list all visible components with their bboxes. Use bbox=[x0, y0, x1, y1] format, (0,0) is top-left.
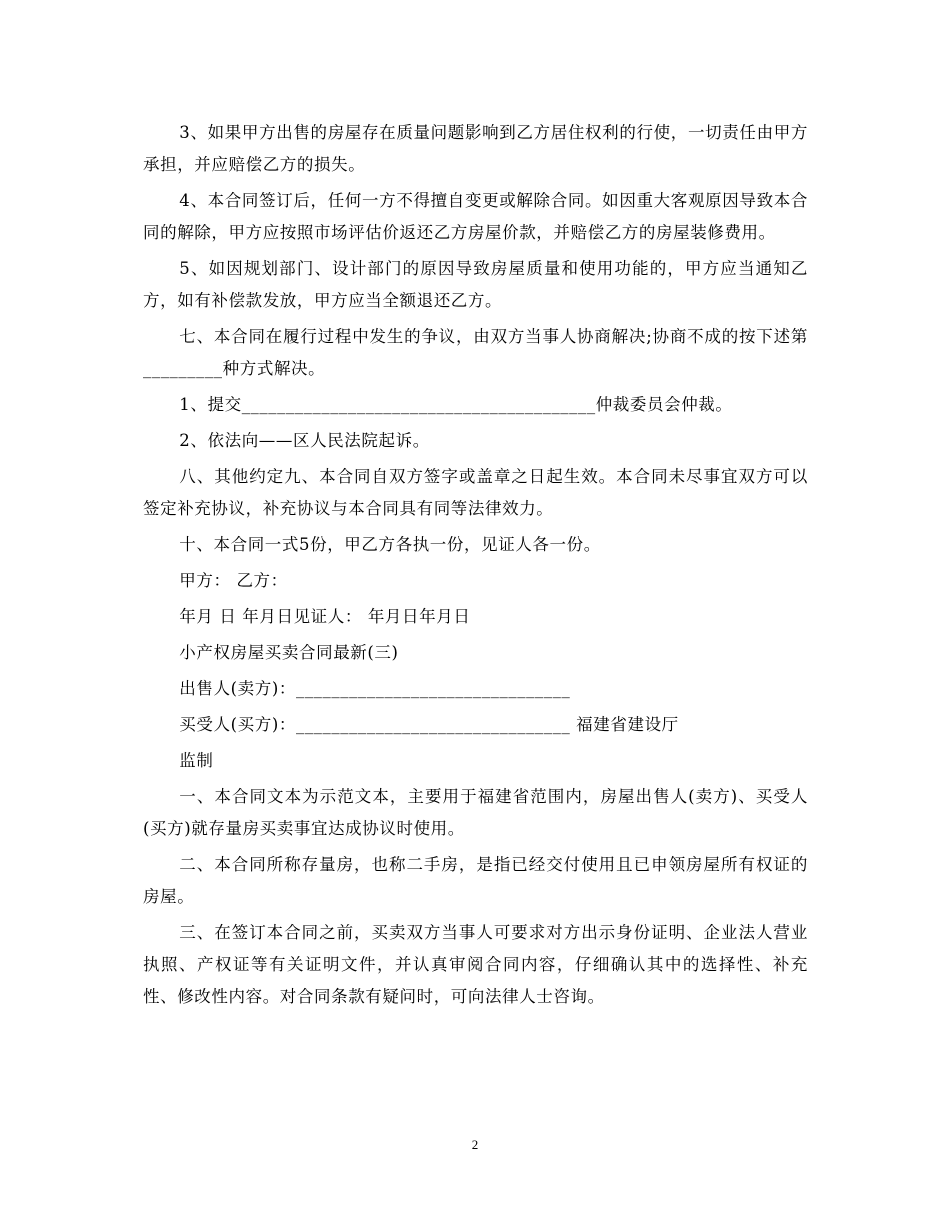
supervision-line: 监制 bbox=[179, 751, 214, 770]
clause-5-paragraph: 5、如因规划部门、设计部门的原因导致房屋质量和使用功能的，甲方应当通知乙方，如有补偿款发放，甲方应当全额退还乙方。 bbox=[143, 259, 808, 310]
note-two-paragraph: 二、本合同所称存量房，也称二手房，是指已经交付使用且已申领房屋所有权证的房屋。 bbox=[143, 855, 808, 906]
note-one-paragraph: 一、本合同文本为示范文本，主要用于福建省范围内，房屋出售人(卖方)、买受人(买方)就存量房买卖事宜达成协议时使用。 bbox=[143, 787, 808, 838]
arbitration-option-paragraph: 1、提交________________________________________仲裁委员会仲裁。 bbox=[179, 395, 733, 414]
page-number: 2 bbox=[471, 1137, 479, 1152]
court-option-paragraph: 2、依法向——区人民法院起诉。 bbox=[179, 431, 430, 450]
date-witness-line: 年月 日 年月日见证人： 年月日年月日 bbox=[179, 607, 471, 626]
clause-ten-paragraph: 十、本合同一式5份，甲乙方各执一份，见证人各一份。 bbox=[179, 535, 601, 554]
buyer-line: 买受人(买方)：_______________________________ 福建省建设厅 bbox=[179, 715, 679, 734]
clause-seven-paragraph: 七、本合同在履行过程中发生的争议，由双方当事人协商解决;协商不成的按下述第_________种方式解决。 bbox=[143, 327, 808, 378]
clause-3-paragraph: 3、如果甲方出售的房屋存在质量问题影响到乙方居住权利的行使，一切责任由甲方承担，并应赔偿乙方的损失。 bbox=[143, 123, 808, 174]
section-heading: 小产权房屋买卖合同最新(三) bbox=[179, 643, 399, 662]
parties-signature-line: 甲方： 乙方： bbox=[179, 571, 288, 590]
clause-4-paragraph: 4、本合同签订后，任何一方不得擅自变更或解除合同。如因重大客观原因导致本合同的解除，甲方应按照市场评估价返还乙方房屋价款，并赔偿乙方的房屋装修费用。 bbox=[143, 191, 808, 242]
seller-line: 出售人(卖方)：_______________________________ bbox=[179, 679, 571, 698]
document-body bbox=[143, 117, 808, 1017]
clause-eight-nine-paragraph: 八、其他约定九、本合同自双方签字或盖章之日起生效。本合同未尽事宜双方可以签定补充协议，补充协议与本合同具有同等法律效力。 bbox=[143, 467, 808, 518]
note-three-paragraph: 三、在签订本合同之前，买卖双方当事人可要求对方出示身份证明、企业法人营业执照、产权证等有关证明文件，并认真审阅合同内容，仔细确认其中的选择性、补充性、修改性内容。对合同条款有疑问时，可向法律人士咨询。 bbox=[143, 923, 808, 1006]
